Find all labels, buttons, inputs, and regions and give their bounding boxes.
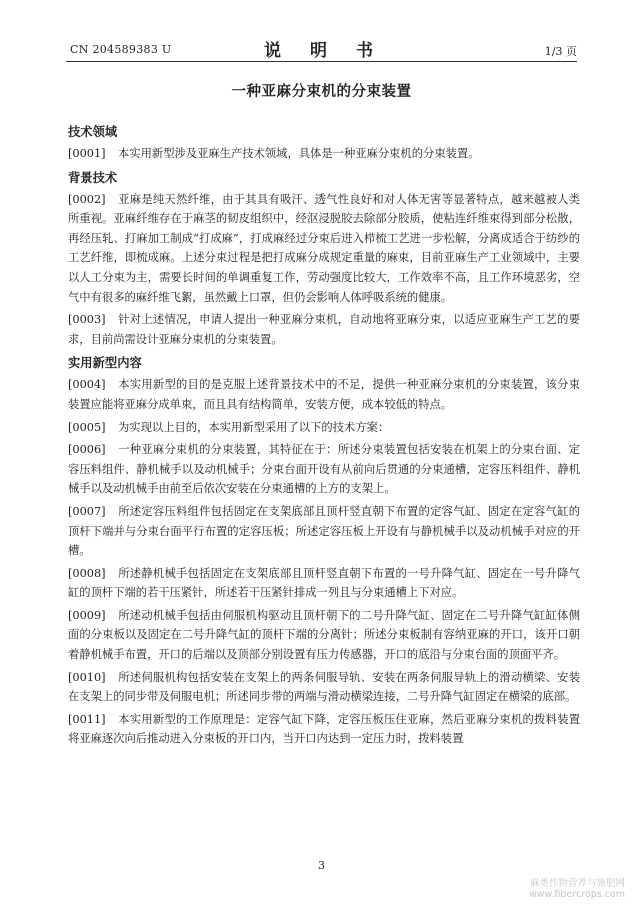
paragraph-text: 所述定容压料组件包括固定在支架底部且顶杆竖直朝下布置的定容气缸、固定在定容气缸的顶杆下端并与分束台面平行布置的定容压板；所述定容压板上开设有与静机械手以及动机械手对应的开槽。 bbox=[68, 504, 580, 558]
paragraph bbox=[68, 375, 580, 414]
paragraph bbox=[68, 668, 580, 707]
paragraph-text: 所述伺服机构包括安装在支架上的两条伺服导轨、安装在两条伺服导轨上的滑动横梁、安装在支架上的同步带及伺服电机；所述同步带的两端与滑动横梁连接，二号升降气缸固定在横梁的底部。 bbox=[68, 670, 580, 704]
paragraph-number: [0005] bbox=[68, 420, 106, 434]
paragraph-text: 所述动机械手包括由伺服机构驱动且顶杆朝下的二号升降气缸、固定在二号升降气缸缸体侧面的分束板以及固定在二号升降气缸的顶杆下端的分离针；所述分束板制有容纳亚麻的开口，该开口朝着静机械手布置，开口的后端以及顶部分别设置有压力传感器，开口的底沿与分束台面的顶面平齐。 bbox=[68, 608, 580, 662]
paragraph bbox=[68, 190, 580, 308]
watermark bbox=[529, 878, 625, 900]
document-title: 一种亚麻分束机的分束装置 bbox=[231, 83, 412, 100]
section-heading-utility-model-content: 实用新型内容 bbox=[68, 355, 142, 371]
paragraph-text: 本实用新型的工作原理是：定容气缸下降，定容压板压住亚麻，然后亚麻分束机的拨料装置将亚麻逐次向后推动进入分束板的开口内，当开口内达到一定压力时，拨料装置 bbox=[68, 712, 580, 746]
paragraph bbox=[68, 564, 580, 603]
paragraph-number: [0002] bbox=[68, 192, 106, 206]
paragraph-number: [0001] bbox=[68, 147, 106, 160]
paragraph-text: 亚麻是纯天然纤维，由于其具有吸汗、透气性良好和对人体无害等显著特点，越来越被人类所重视。亚麻纤维存在于麻茎的韧皮组织中，经沤浸脱胶去除部分胶质，使粘连纤维束得到部分松散，再经压轧、打麻加工制成“打成麻”，打成麻经过分束后进入栉梳工艺进一步松解，分离成适合于纺纱的工艺纤维，即梳成麻。上述分束过程是把打成麻分成规定重量的麻束，目前亚麻生产工业领域中，主要以人工分束为主，需要长时间的单调重复工作，劳动强度比较大，工作效率不高，且工作环境恶劣，空气中有很多的麻纤维飞絮，虽然戴上口罩，但仍会影响人体呼吸系统的健康。 bbox=[68, 192, 580, 304]
header-divider bbox=[66, 61, 577, 62]
watermark-site-name: 麻类作物营养与施肥网 bbox=[529, 878, 625, 889]
paragraph-number: [0006] bbox=[68, 443, 106, 457]
paragraph-text: 本实用新型的目的是克服上述背景技术中的不足，提供一种亚麻分束机的分束装置，该分束装置应能将亚麻分成单束，而且具有结构简单，安装方便，成本较低的特点。 bbox=[68, 378, 580, 411]
page-indicator: 1/3 页 bbox=[544, 45, 577, 58]
paragraph-number: [0003] bbox=[68, 313, 106, 327]
paragraph-number: [0008] bbox=[68, 566, 106, 580]
patent-number: CN 204589383 U bbox=[70, 43, 172, 56]
paragraph-text: 本实用新型涉及亚麻生产技术领域，具体是一种亚麻分束机的分束装置。 bbox=[118, 147, 480, 160]
document-type: 说 明 书 bbox=[264, 41, 379, 61]
section-heading-background: 背景技术 bbox=[68, 169, 118, 185]
paragraph bbox=[68, 502, 580, 561]
paragraph-number: [0004] bbox=[68, 378, 106, 392]
paragraph bbox=[68, 310, 580, 349]
paragraph bbox=[68, 418, 580, 438]
page-number: 3 bbox=[318, 859, 325, 872]
paragraph-number: [0010] bbox=[68, 670, 106, 684]
document-body bbox=[68, 122, 580, 752]
paragraph-text: 一种亚麻分束机的分束装置，其特征在于：所述分束装置包括安装在机架上的分束台面、定容压料组件、静机械手以及动机械手；分束台面开设有从前向后贯通的分束通槽，定容压料组件、静机械手以及动机械手由前至后依次安装在分束通槽的上方的支架上。 bbox=[68, 443, 580, 496]
paragraph bbox=[68, 144, 580, 164]
paragraph-number: [0011] bbox=[68, 712, 106, 726]
paragraph bbox=[68, 710, 580, 749]
paragraph bbox=[68, 440, 580, 499]
watermark-url: www.fibercrops.com bbox=[528, 889, 625, 900]
paragraph-text: 为实现以上目的，本实用新型采用了以下的技术方案： bbox=[118, 420, 390, 434]
paragraph-text: 针对上述情况，申请人提出一种亚麻分束机，自动地将亚麻分束，以适应亚麻生产工艺的要求，目前尚需设计亚麻分束机的分束装置。 bbox=[68, 313, 580, 346]
paragraph-text: 所述静机械手包括固定在支架底部且顶杆竖直朝下布置的一号升降气缸、固定在一号升降气缸的顶杆下端的若干压紧针，所述若干压紧针排成一列且与分束通槽上下对应。 bbox=[68, 566, 580, 600]
paragraph-number: [0009] bbox=[68, 608, 106, 622]
paragraph-number: [0007] bbox=[68, 504, 106, 518]
paragraph bbox=[68, 606, 580, 665]
section-heading-technical-field: 技术领域 bbox=[68, 124, 118, 139]
